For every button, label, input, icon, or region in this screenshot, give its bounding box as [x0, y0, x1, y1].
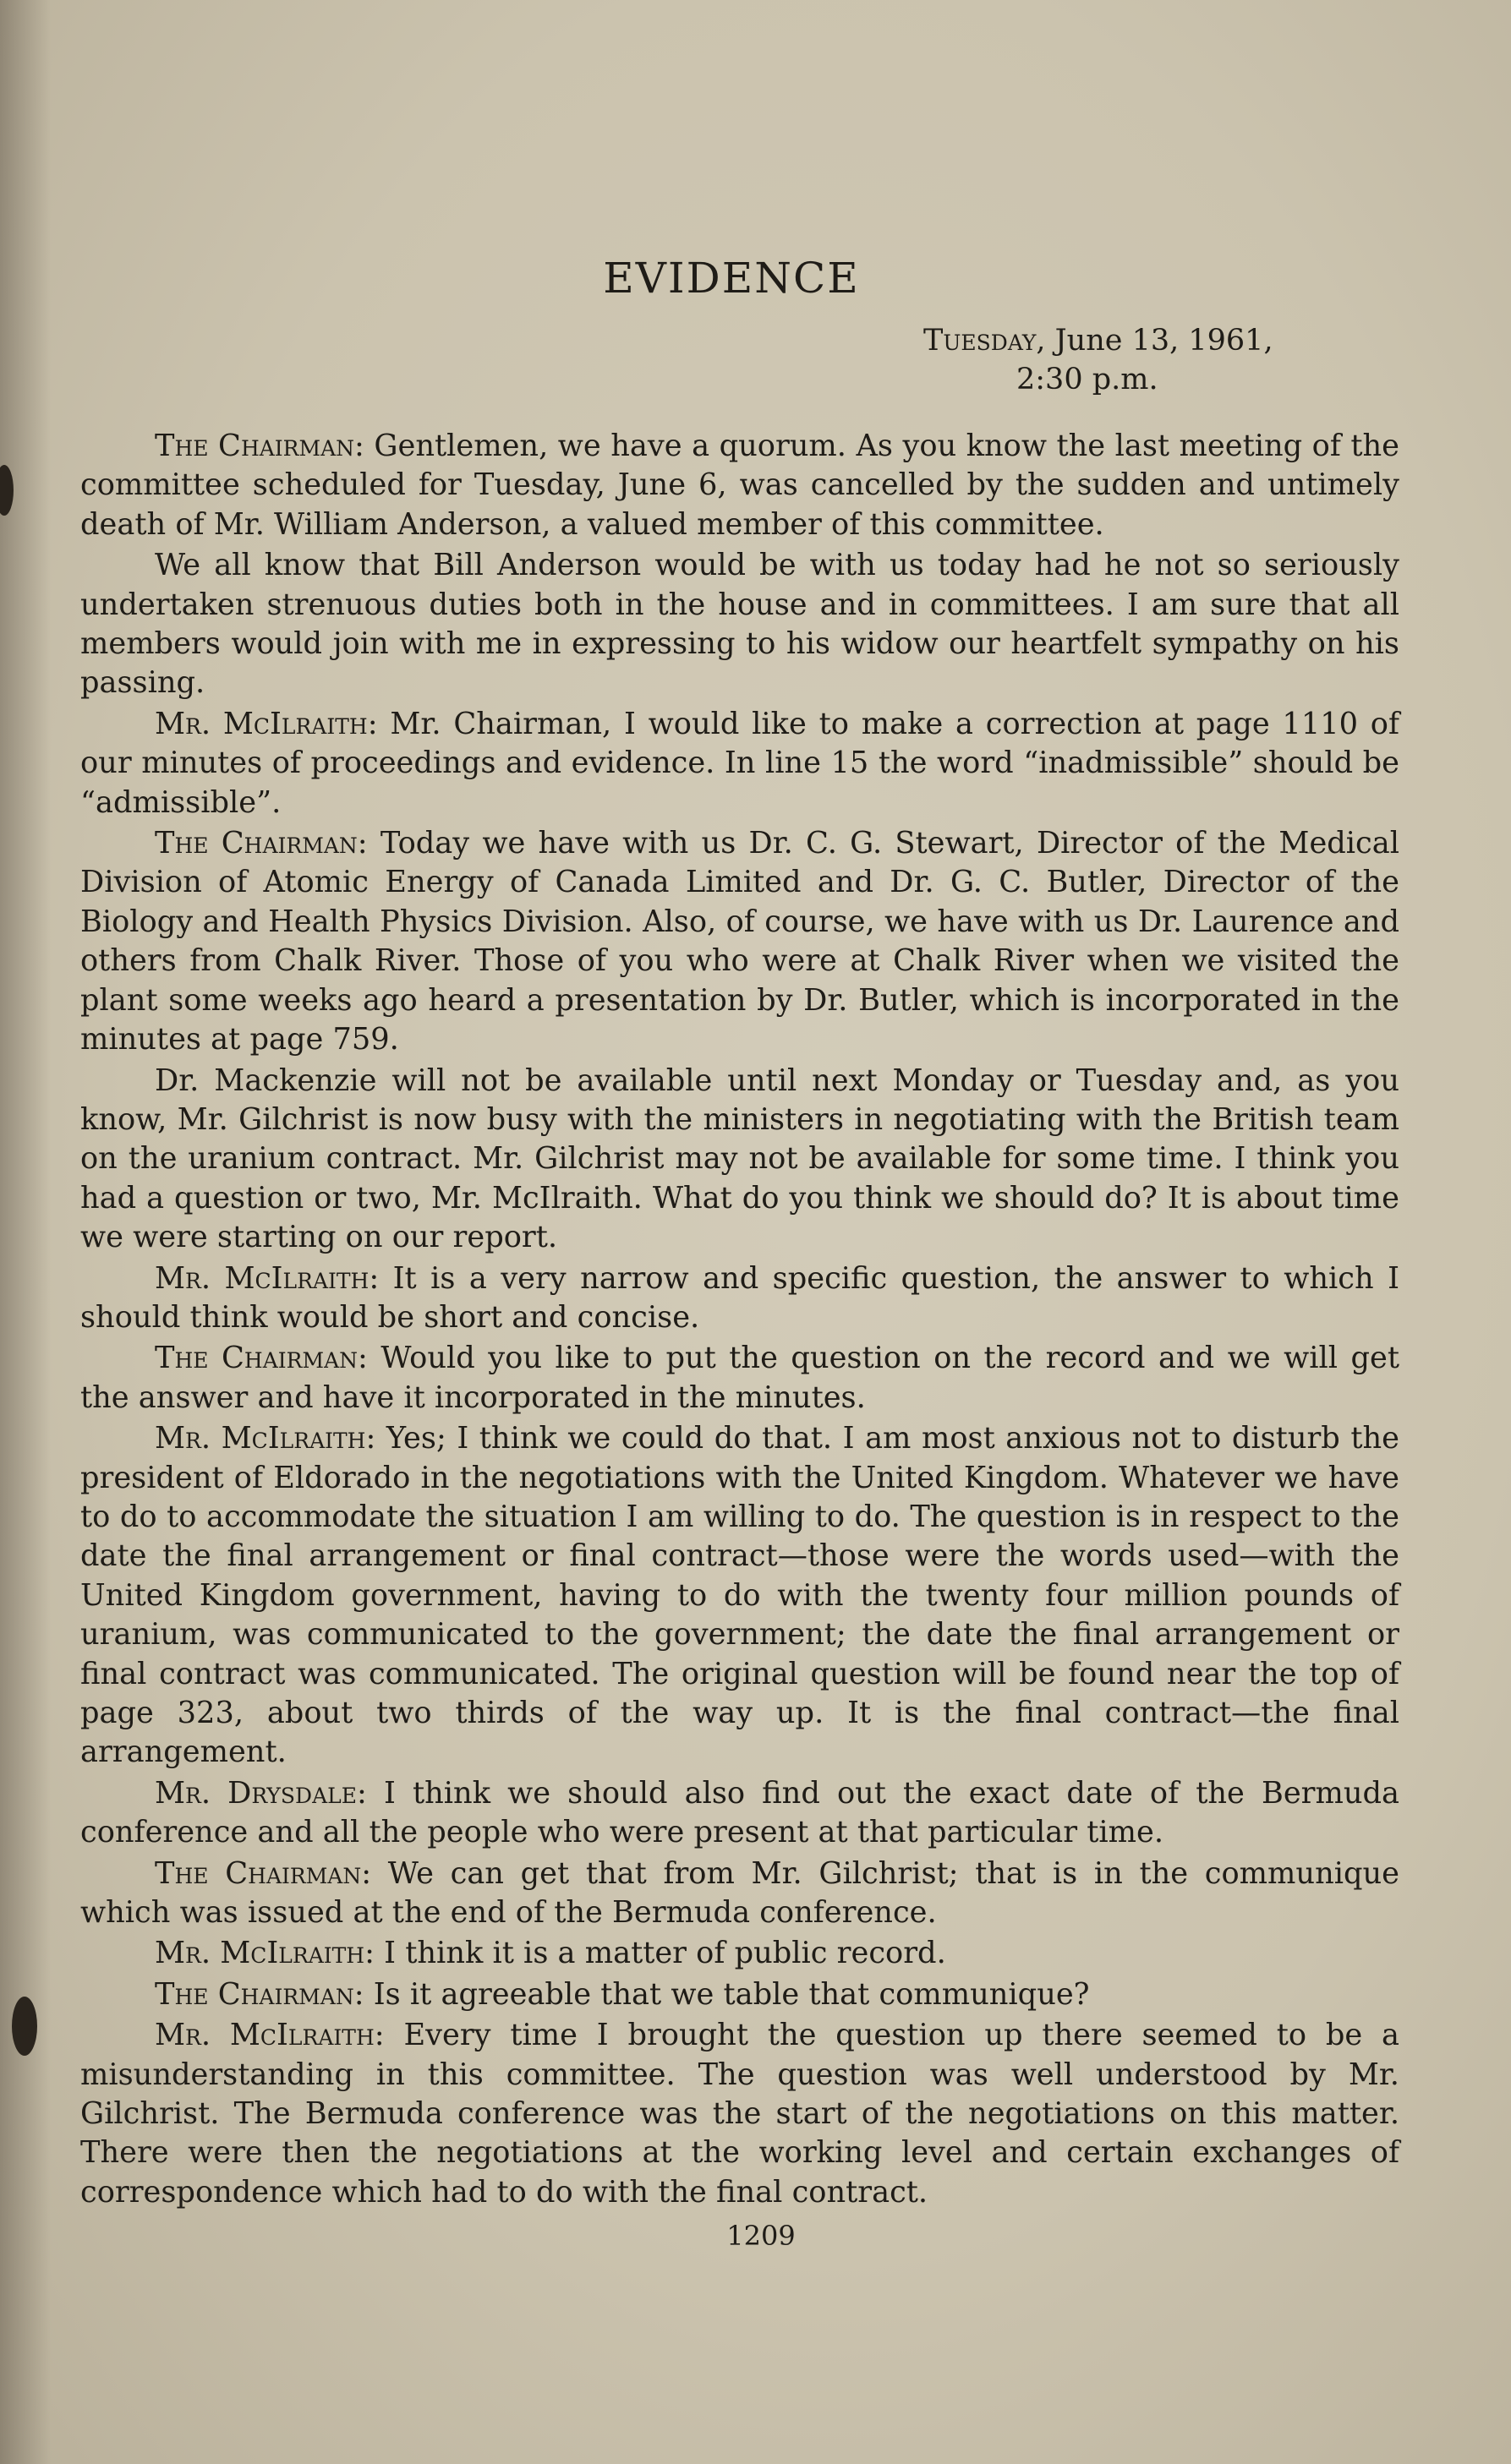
day: Tuesday: [923, 324, 1037, 358]
paragraph: [80, 1062, 1399, 1258]
speaker: Mr. McIlraith: [155, 1936, 365, 1971]
paragraph-text: I think it is a matter of public record.: [384, 1936, 946, 1971]
paragraph-text: It is a very narrow and specific question, the answer to which I should think would be short and concise.: [80, 1260, 1399, 1335]
date-line: [923, 321, 1273, 360]
binding-shadow: [0, 0, 51, 2464]
paragraph: Mr. Drysdale: I think we should also find out the exact date of the Bermuda conference and all the people who were present at that particular time.: [80, 1775, 1400, 1850]
speaker: Mr. McIlraith: [155, 706, 368, 741]
speaker: Mr. McIlraith: [155, 1421, 366, 1456]
paragraph-text: Is it agreeable that we table that communique?: [373, 1976, 1090, 2012]
paragraph: The Chairman: Would you like to put the question on the record and we will get the answer and have it incorporated in the minutes.: [80, 1341, 1399, 1415]
paragraph: Mr. McIlraith: Every time I brought the question up there seemed to be a misunderstanding in this committee. The question was well understood by Mr. Gilchrist. The Bermuda conference was the start of the negotiations on this matter. There were then the negotiations at the working level and certain exchanges of correspondence which had to do with the final contract.: [80, 2018, 1399, 2210]
paragraph: The Chairman: Today we have with us Dr. C. G. Stewart, Director of the Medical Division of Atomic Energy of Canada Limited and Dr. G. C. Butler, Director of the Biology and Health Physics Division. Also, of course, we have with us Dr. Laurence and others from Chalk River. Those of you who were at Chalk River when we visited the plant some weeks ago heard a presentation by Dr. Butler, which is incorporated in the minutes at page 759.: [80, 826, 1399, 1057]
binder-hole: [12, 1997, 37, 2056]
paragraph-text: Today we have with us Dr. C. G. Stewart, Director of the Medical Division of Atomic Energy of Canada Limited and Dr. G. C. Butler, Director of the Biology and Health Physics Division. Also, of course, we have with us Dr. Laurence and others from Chalk River. Those of you who were at Chalk River when we visited the plant some weeks ago heard a presentation by Dr. Butler, which is incorporated in the minutes at page 759.: [80, 826, 1399, 1057]
paragraph-text: Every time I brought the question up there seemed to be a misunderstanding in this committee. The question was well understood by Mr. Gilchrist. The Bermuda conference was the start of the negotiations on this matter. There were then the negotiations at the working level and certain exchanges of correspondence which had to do with the final contract.: [80, 2018, 1399, 2210]
page-title: EVIDENCE: [603, 254, 860, 303]
speaker: The Chairman: [155, 826, 358, 861]
speaker: The Chairman: [155, 1855, 362, 1891]
speaker: Mr. McIlraith: [155, 1260, 370, 1296]
paragraph: Mr. McIlraith: Yes; I think we could do that. I am most anxious not to disturb the president of Eldorado in the negotiations with the United Kingdom. Whatever we have to do to accommodate the situation I am willing to do. The question is in respect to the date the final arrangement or final contract—those were the words used—with the United Kingdom government, having to do with the twenty four million pounds of uranium, was communicated to the government; the date the final arrangement or final contract was communicated. The original question will be found near the top of page 323, about two thirds of the way up. It is the final contract—the final arrangement.: [80, 1421, 1399, 1770]
paragraph-text: Yes; I think we could do that. I am most anxious not to disturb the president of Eldorado in the negotiations with the United Kingdom. Whatever we have to do to accommodate the situation I am willing to do. The question is in respect to the date the final arrangement or final contract—those were the words used—with the United Kingdom government, having to do with the twenty four million pounds of uranium, was communicated to the government; the date the final arrangement or final contract was communicated. The original question will be found near the top of page 323, about two thirds of the way up. It is the final contract—the final arrangement.: [80, 1421, 1399, 1770]
dateline: [923, 321, 1273, 399]
paragraph-text: I think we should also find out the exact date of the Bermuda conference and all the people who were present at that particular time.: [80, 1775, 1400, 1850]
paragraph-text: We all know that Bill Anderson would be with us today had he not so seriously undertaken strenuous duties both in the house and in committees. I am sure that all members would join with me in expressing to his widow our heartfelt sympathy on his passing.: [80, 548, 1399, 701]
paragraph-text: Mr. Chairman, I would like to make a correction at page 1110 of our minutes of proceedings and evidence. In line 15 the word “inadmissible” should be “admissible”.: [80, 706, 1399, 820]
paragraph: [80, 546, 1399, 703]
speaker: The Chairman: [155, 1341, 359, 1376]
paragraph: The Chairman: We can get that from Mr. Gilchrist; that is in the communique which was issued at the end of the Bermuda conference.: [80, 1855, 1399, 1931]
paragraph: The Chairman: Is it agreeable that we table that communique?: [155, 1976, 1090, 2012]
date: , June 13, 1961,: [1036, 324, 1273, 358]
paragraph-text: We can get that from Mr. Gilchrist; that is in the communique which was issued at the end of the Bermuda conference.: [80, 1855, 1399, 1931]
paragraph: Mr. McIlraith: Mr. Chairman, I would like to make a correction at page 1110 of our minutes of proceedings and evidence. In line 15 the word “inadmissible” should be “admissible”.: [80, 706, 1399, 820]
paragraph-text: Gentlemen, we have a quorum. As you know the last meeting of the committee scheduled for Tuesday, June 6, was cancelled by the sudden and untimely death of Mr. William Anderson, a valued member of this committee.: [80, 429, 1400, 542]
time: 2:30 p.m.: [1016, 363, 1158, 396]
page-number: 1209: [726, 2220, 796, 2252]
speaker: Mr. Drysdale: [155, 1775, 357, 1811]
speaker: Mr. McIlraith: [155, 2018, 375, 2053]
paragraph: Mr. McIlraith: I think it is a matter of public record.: [155, 1936, 946, 1971]
transcript-body: [80, 427, 1399, 2214]
speaker: The Chairman: [155, 1976, 354, 2012]
speaker: The Chairman: [155, 429, 355, 463]
paragraph-text: Would you like to put the question on the record and we will get the answer and have it incorporated in the minutes.: [80, 1341, 1399, 1415]
paragraph: The Chairman: Gentlemen, we have a quorum. As you know the last meeting of the committee scheduled for Tuesday, June 6, was cancelled by the sudden and untimely death of Mr. William Anderson, a valued member of this committee.: [80, 429, 1400, 542]
paragraph-text: Dr. Mackenzie will not be available until next Monday or Tuesday and, as you know, Mr. Gilchrist is now busy with the ministers in negotiating with the British team on the uranium contract. Mr. Gilchrist may not be available for some time. I think you had a question or two, Mr. McIlraith. What do you think we should do? It is about time we were starting on our report.: [80, 1063, 1399, 1255]
paragraph: Mr. McIlraith: It is a very narrow and specific question, the answer to which I should think would be short and concise.: [80, 1260, 1399, 1335]
